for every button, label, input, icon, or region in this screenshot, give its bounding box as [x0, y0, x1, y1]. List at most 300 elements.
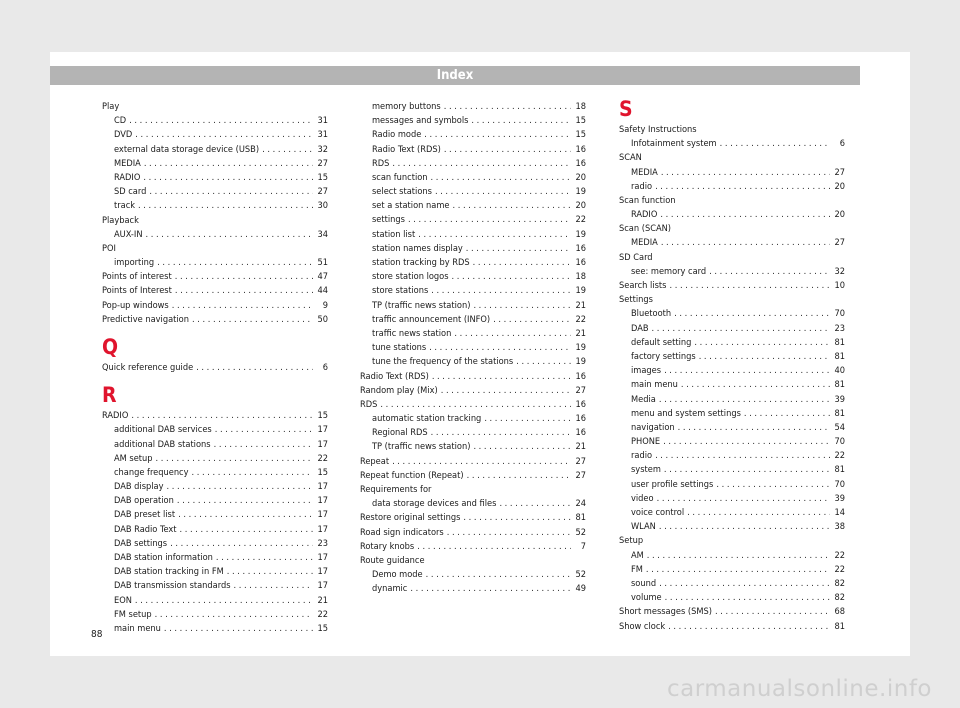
index-entry[interactable] — [619, 279, 845, 293]
index-main-heading: Setup — [619, 535, 644, 547]
index-entry-label: video — [631, 492, 654, 504]
dot-leader — [156, 452, 313, 466]
index-entry-label: volume — [631, 592, 662, 604]
index-entry-label: set a station name — [372, 200, 450, 212]
index-entry-label: tune the frequency of the stations — [372, 356, 514, 368]
index-page-number: 70 — [834, 478, 845, 490]
dot-leader — [418, 228, 571, 242]
index-entry[interactable] — [102, 361, 328, 375]
index-page-number: 16 — [575, 427, 586, 439]
index-sub-entry[interactable] — [102, 494, 328, 508]
index-sub-entry[interactable] — [619, 563, 845, 577]
index-sub-entry[interactable] — [360, 441, 586, 455]
index-sub-entry[interactable] — [360, 100, 586, 114]
index-entry-label: see: memory card — [631, 265, 707, 277]
index-page-number: 20 — [834, 180, 845, 192]
index-page-number: 9 — [322, 299, 328, 311]
dot-leader — [655, 449, 830, 463]
index-page-number: 44 — [317, 285, 328, 297]
index-page-number: 16 — [575, 143, 586, 155]
index-sub-entry[interactable] — [102, 143, 328, 157]
index-page-number: 70 — [834, 308, 845, 320]
index-entry-label: Rotary knobs — [360, 540, 415, 552]
dot-leader — [720, 137, 830, 151]
dot-leader — [143, 171, 313, 185]
index-entry[interactable] — [360, 526, 586, 540]
index-page-number: 81 — [834, 350, 845, 362]
index-page-number: 81 — [834, 336, 845, 348]
dot-leader — [659, 577, 830, 591]
dot-leader — [170, 537, 313, 551]
index-entry-label: tune stations — [372, 342, 427, 354]
index-entry-label: Search lists — [619, 280, 667, 292]
index-sub-entry[interactable] — [102, 171, 328, 185]
index-sub-entry[interactable] — [102, 523, 328, 537]
index-sub-entry[interactable] — [619, 378, 845, 392]
dot-leader — [167, 480, 313, 494]
index-sub-entry[interactable] — [360, 242, 586, 256]
index-page-number: 81 — [834, 407, 845, 419]
index-entry-label: DAB station tracking in FM — [114, 566, 224, 578]
index-sub-entry[interactable] — [619, 393, 845, 407]
index-sub-entry[interactable] — [360, 171, 586, 185]
index-entry-label: FM — [631, 563, 643, 575]
index-sub-entry[interactable] — [619, 520, 845, 534]
dot-leader — [262, 143, 313, 157]
index-page-number: 39 — [834, 492, 845, 504]
index-sub-entry[interactable] — [102, 157, 328, 171]
index-sub-entry[interactable] — [619, 591, 845, 605]
index-entry-label: DAB preset list — [114, 509, 176, 521]
dot-leader — [715, 605, 830, 619]
index-sub-entry[interactable] — [619, 265, 845, 279]
index-entry-label: system — [631, 464, 661, 476]
index-page-number: 15 — [317, 171, 328, 183]
index-entry-label: traffic news station — [372, 327, 452, 339]
dot-leader — [380, 398, 571, 412]
dot-leader — [463, 511, 571, 525]
index-entry-label: store station logos — [372, 271, 449, 283]
index-sub-entry[interactable] — [360, 355, 586, 369]
index-page-number: 20 — [575, 200, 586, 212]
index-sub-entry[interactable] — [102, 480, 328, 494]
index-entry[interactable] — [102, 313, 328, 327]
index-page-number: 27 — [317, 157, 328, 169]
index-page-number: 82 — [834, 577, 845, 589]
index-sub-entry[interactable] — [102, 128, 328, 142]
index-entry-label: voice control — [631, 507, 685, 519]
index-entry-label: MEDIA — [631, 166, 658, 178]
index-sub-entry[interactable] — [360, 284, 586, 298]
index-page-number: 22 — [575, 214, 586, 226]
index-entry[interactable] — [102, 284, 328, 298]
index-main-heading: Scan (SCAN) — [619, 223, 672, 235]
dot-leader — [681, 378, 830, 392]
index-sub-entry[interactable] — [102, 579, 328, 593]
index-page-number: 51 — [317, 257, 328, 269]
dot-leader — [426, 568, 571, 582]
dot-leader — [408, 213, 571, 227]
index-entry-label: Road sign indicators — [360, 526, 444, 538]
index-sub-entry[interactable] — [619, 307, 845, 321]
dot-leader — [659, 520, 830, 534]
index-entry[interactable] — [360, 370, 586, 384]
index-entry-label: Points of Interest — [102, 285, 172, 297]
index-sub-entry[interactable] — [102, 509, 328, 523]
index-sub-entry[interactable] — [102, 423, 328, 437]
index-entry[interactable] — [360, 384, 586, 398]
index-sub-entry[interactable] — [360, 256, 586, 270]
index-letter-heading: Q — [102, 335, 119, 359]
dot-leader — [172, 299, 313, 313]
dot-leader — [466, 242, 571, 256]
watermark-text: carmanualsonline.info — [666, 676, 932, 702]
index-sub-entry[interactable] — [619, 421, 845, 435]
index-entry-label: Radio Text (RDS) — [360, 370, 429, 382]
index-entry-label: FM setup — [114, 608, 152, 620]
index-sub-entry[interactable] — [360, 412, 586, 426]
index-page-number: 27 — [575, 469, 586, 481]
dot-leader — [431, 426, 571, 440]
dot-leader — [431, 171, 571, 185]
dot-leader — [392, 455, 571, 469]
dot-leader — [665, 591, 830, 605]
index-entry-label: CD — [114, 115, 127, 127]
index-main-heading: Scan function — [619, 194, 676, 206]
index-sub-entry[interactable] — [360, 128, 586, 142]
index-sub-entry[interactable] — [619, 208, 845, 222]
dot-leader — [135, 128, 313, 142]
dot-leader — [432, 370, 571, 384]
index-page-number: 19 — [575, 186, 586, 198]
dot-leader — [467, 469, 571, 483]
dot-leader — [196, 361, 313, 375]
index-sub-entry[interactable] — [619, 478, 845, 492]
dot-leader — [175, 284, 313, 298]
index-entry-label: DAB Radio Text — [114, 523, 177, 535]
dot-leader — [138, 199, 313, 213]
index-sub-entry[interactable] — [102, 594, 328, 608]
index-entry-label: Points of interest — [102, 271, 172, 283]
dot-leader — [657, 492, 830, 506]
index-entry-label: station tracking by RDS — [372, 257, 470, 269]
index-entry[interactable] — [360, 540, 586, 554]
dot-leader — [473, 440, 571, 454]
dot-leader — [441, 384, 571, 398]
dot-leader — [135, 594, 313, 608]
index-page-number: 81 — [834, 379, 845, 391]
dot-leader — [410, 582, 571, 596]
index-sub-entry[interactable] — [360, 327, 586, 341]
dot-leader — [234, 579, 313, 593]
index-page-number: 16 — [575, 242, 586, 254]
index-sub-entry[interactable] — [619, 166, 845, 180]
dot-leader — [454, 327, 571, 341]
index-entry-label: AM setup — [114, 452, 153, 464]
dot-leader — [180, 523, 313, 537]
index-sub-entry[interactable] — [619, 322, 845, 336]
index-page-number: 21 — [575, 327, 586, 339]
index-page-number: 21 — [317, 594, 328, 606]
dot-leader — [687, 506, 830, 520]
index-sub-entry[interactable] — [102, 256, 328, 270]
index-page-number: 18 — [575, 100, 586, 112]
index-entry[interactable] — [360, 398, 586, 412]
index-entry-label: Random play (Mix) — [360, 384, 438, 396]
index-sub-entry[interactable] — [360, 228, 586, 242]
index-entry-label: default setting — [631, 336, 692, 348]
index-sub-entry[interactable] — [360, 568, 586, 582]
dot-leader — [647, 549, 830, 563]
index-entry-label: change frequency — [114, 466, 189, 478]
index-entry-label: additional DAB services — [114, 424, 212, 436]
index-page-number: 22 — [317, 452, 328, 464]
index-entry[interactable] — [360, 511, 586, 525]
dot-leader — [473, 256, 571, 270]
index-entry-label: Demo mode — [372, 569, 423, 581]
index-entry[interactable] — [619, 620, 845, 634]
dot-leader — [516, 355, 571, 369]
index-page-number: 38 — [834, 521, 845, 533]
index-entry-label: Quick reference guide — [102, 361, 194, 373]
index-sub-entry[interactable] — [619, 350, 845, 364]
dot-leader — [392, 157, 571, 171]
index-entry-label: DAB display — [114, 481, 164, 493]
dot-leader — [699, 350, 830, 364]
index-page-number: 34 — [317, 228, 328, 240]
index-page-number: 15 — [317, 622, 328, 634]
index-page-number: 22 — [317, 608, 328, 620]
index-sub-entry[interactable] — [102, 438, 328, 452]
index-page-number: 23 — [834, 322, 845, 334]
index-page-number: 22 — [834, 549, 845, 561]
index-entry-label: RADIO — [114, 171, 141, 183]
index-entry-label: traffic announcement (INFO) — [372, 313, 491, 325]
index-entry[interactable] — [360, 469, 586, 483]
index-entry-label: radio — [631, 450, 653, 462]
index-page-number: 17 — [317, 552, 328, 564]
index-page-number: 16 — [575, 257, 586, 269]
index-page-number: 16 — [575, 157, 586, 169]
index-entry[interactable] — [102, 409, 328, 423]
dot-leader — [661, 236, 830, 250]
index-entry-label: main menu — [631, 379, 678, 391]
index-entry-label: user profile settings — [631, 478, 714, 490]
index-page-number: 7 — [580, 540, 586, 552]
index-entry[interactable] — [619, 605, 845, 619]
index-page-number: 19 — [575, 228, 586, 240]
index-page-number: 22 — [834, 450, 845, 462]
index-sub-entry[interactable] — [619, 549, 845, 563]
index-page-number: 15 — [317, 466, 328, 478]
index-page-number: 17 — [317, 438, 328, 450]
dot-leader — [157, 256, 313, 270]
index-entry-label: track — [114, 200, 136, 212]
index-page-number: 15 — [575, 129, 586, 141]
index-entry-label: Repeat — [360, 455, 390, 467]
index-page-number: 19 — [575, 285, 586, 297]
index-entry-label: messages and symbols — [372, 115, 469, 127]
index-main-heading: Playback — [102, 214, 139, 226]
index-main-heading: Play — [102, 101, 120, 112]
index-sub-entry[interactable] — [619, 577, 845, 591]
dot-leader — [417, 540, 571, 554]
index-entry-label: images — [631, 365, 662, 377]
dot-leader — [227, 565, 313, 579]
index-entry-label: RADIO — [102, 410, 129, 422]
index-sub-entry[interactable] — [619, 137, 845, 151]
index-page-number: 17 — [317, 523, 328, 535]
index-entry-label: Short messages (SMS) — [619, 606, 712, 618]
index-sub-entry[interactable] — [102, 622, 328, 636]
dot-leader — [129, 114, 313, 128]
index-entry-label: Pop-up windows — [102, 299, 169, 311]
index-entry-label: AM — [631, 549, 644, 561]
index-page-number: 27 — [317, 186, 328, 198]
dot-leader — [664, 364, 830, 378]
dot-leader — [716, 478, 830, 492]
dot-leader — [144, 157, 313, 171]
index-entry-label: MEDIA — [631, 237, 658, 249]
index-sub-entry[interactable] — [619, 364, 845, 378]
index-sub-entry[interactable] — [360, 497, 586, 511]
index-page-number: 15 — [317, 410, 328, 422]
index-sub-entry[interactable] — [102, 199, 328, 213]
page-header-index: Index — [50, 66, 860, 85]
index-page-number: 31 — [317, 129, 328, 141]
index-entry-label: Regional RDS — [372, 427, 428, 439]
index-page-number: 21 — [575, 299, 586, 311]
index-sub-entry[interactable] — [102, 466, 328, 480]
index-sub-entry[interactable] — [102, 228, 328, 242]
dot-leader — [431, 284, 571, 298]
index-entry-label: MEDIA — [114, 157, 141, 169]
index-entry-label: Repeat function (Repeat) — [360, 469, 464, 481]
index-entry[interactable] — [360, 455, 586, 469]
index-entry[interactable] — [102, 270, 328, 284]
index-entry-label: Bluetooth — [631, 308, 672, 320]
index-page-number: 27 — [575, 455, 586, 467]
dot-leader — [664, 463, 830, 477]
index-page-number: 54 — [834, 421, 845, 433]
dot-leader — [175, 270, 313, 284]
index-main-heading: Route guidance — [360, 555, 425, 566]
index-sub-entry[interactable] — [360, 426, 586, 440]
index-sub-entry[interactable] — [102, 452, 328, 466]
index-entry-label: importing — [114, 257, 155, 269]
dot-leader — [192, 313, 313, 327]
index-sub-entry[interactable] — [360, 185, 586, 199]
dot-leader — [663, 435, 830, 449]
index-sub-entry[interactable] — [360, 582, 586, 596]
index-sub-entry[interactable] — [619, 407, 845, 421]
dot-leader — [652, 322, 830, 336]
dot-leader — [155, 608, 313, 622]
dot-leader — [452, 199, 571, 213]
index-main-heading: Requirements for — [360, 484, 432, 496]
index-entry-label: AUX-IN — [114, 228, 143, 240]
index-page-number: 24 — [575, 498, 586, 510]
index-entry-label: station list — [372, 228, 416, 240]
index-sub-entry[interactable] — [360, 270, 586, 284]
index-sub-entry[interactable] — [102, 565, 328, 579]
index-entry[interactable] — [102, 299, 328, 313]
index-entry-label: Show clock — [619, 620, 666, 632]
index-sub-entry[interactable] — [360, 199, 586, 213]
index-page-number: 27 — [834, 166, 845, 178]
dot-leader — [668, 620, 830, 634]
dot-leader — [444, 100, 571, 114]
index-sub-entry[interactable] — [360, 157, 586, 171]
index-sub-entry[interactable] — [619, 180, 845, 194]
dot-leader — [164, 622, 313, 636]
dot-leader — [452, 270, 571, 284]
index-sub-entry[interactable] — [619, 449, 845, 463]
dot-leader — [215, 423, 313, 437]
index-sub-entry[interactable] — [360, 313, 586, 327]
index-entry-label: TP (traffic news station) — [372, 441, 471, 453]
index-page-number: 40 — [834, 365, 845, 377]
dot-leader — [484, 412, 571, 426]
index-sub-entry[interactable] — [360, 214, 586, 228]
index-main-heading: Settings — [619, 294, 653, 306]
index-entry-label: settings — [372, 214, 405, 226]
dot-leader — [674, 307, 830, 321]
index-sub-entry[interactable] — [102, 608, 328, 622]
index-sub-entry[interactable] — [360, 341, 586, 355]
index-page-number: 32 — [317, 143, 328, 155]
index-sub-entry[interactable] — [102, 114, 328, 128]
index-entry-label: memory buttons — [372, 100, 441, 112]
index-page-number: 17 — [317, 509, 328, 521]
index-entry-label: scan function — [372, 171, 428, 183]
index-sub-entry[interactable] — [102, 185, 328, 199]
dot-leader — [473, 299, 571, 313]
index-entry-label: DAB settings — [114, 537, 168, 549]
index-sub-entry[interactable] — [360, 114, 586, 128]
index-entry-label: sound — [631, 577, 657, 589]
index-page-number: 6 — [839, 138, 845, 150]
index-entry-label: DAB station information — [114, 552, 213, 564]
index-entry-label: Radio Text (RDS) — [372, 143, 441, 155]
page-number: 88 — [91, 629, 103, 640]
dot-leader — [493, 313, 571, 327]
index-sub-entry[interactable] — [360, 299, 586, 313]
dot-leader — [709, 265, 830, 279]
index-sub-entry[interactable] — [619, 237, 845, 251]
index-page-number: 18 — [575, 271, 586, 283]
index-sub-entry[interactable] — [102, 551, 328, 565]
index-sub-entry[interactable] — [360, 143, 586, 157]
index-page-number: 20 — [834, 209, 845, 221]
index-sub-entry[interactable] — [102, 537, 328, 551]
index-sub-entry[interactable] — [619, 492, 845, 506]
index-page-number: 21 — [575, 441, 586, 453]
index-page-number: 17 — [317, 566, 328, 578]
index-entry-label: station names display — [372, 242, 463, 254]
index-sub-entry[interactable] — [619, 336, 845, 350]
index-page-number: 15 — [575, 115, 586, 127]
index-sub-entry[interactable] — [619, 506, 845, 520]
dot-leader — [694, 336, 830, 350]
index-main-heading: Safety Instructions — [619, 124, 697, 135]
dot-leader — [678, 421, 830, 435]
index-page-number: 49 — [575, 583, 586, 595]
index-page-number: 81 — [575, 512, 586, 524]
dot-leader — [146, 228, 313, 242]
index-sub-entry[interactable] — [619, 464, 845, 478]
index-sub-entry[interactable] — [619, 435, 845, 449]
